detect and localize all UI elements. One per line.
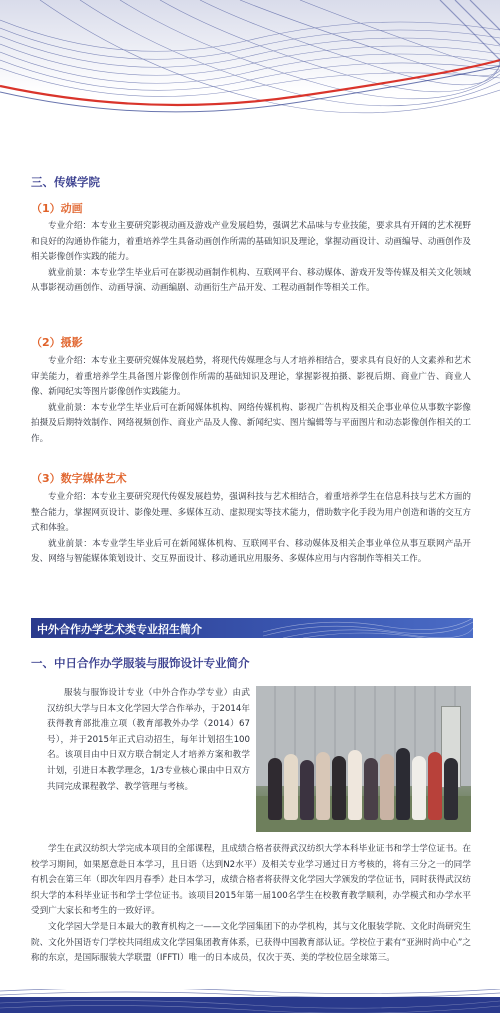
photography-intro-paragraph: 专业介绍：本专业主要研究媒体发展趋势，将现代传媒理念与人才培养相结合，要求具有良好的人文素养和艺术审美能力，着重培养学生具备图片影像创作所需的基础知识及理论，掌握影视拍摄、影视后期、商业广告、商业人像、新闻纪实等图片影像创作实践能力。	[31, 356, 471, 398]
photo-person	[348, 750, 362, 820]
photo-person	[380, 754, 394, 820]
photo-person	[444, 758, 458, 820]
group-photo	[256, 686, 471, 832]
photo-person	[428, 752, 442, 820]
subsection-title-digital-media: （3）数字媒体艺术	[31, 472, 127, 485]
header-graphic	[0, 0, 500, 148]
coop-detail-text	[31, 842, 471, 967]
animation-description	[31, 219, 471, 297]
section-title: 三、传媒学院	[31, 175, 100, 189]
coop-intro-paragraph: 服装与服饰设计专业（中外合作办学专业）由武汉纺织大学与日本文化学园大学合作举办，于2014年获得教育部批准立项（教育部教外办学（2014）67号），并于2015年正式启动招生，每年计划招生100名。该项目由中日双方联合制定人才培养方案和教学计划，引进日本教学理念，1/3专业核心课由中日双方共同完成课程教学、教学管理与考核。	[47, 688, 250, 792]
photo-person	[412, 756, 426, 820]
footer-graphic	[0, 989, 500, 1013]
subsection-title-animation: （1）动画	[31, 202, 83, 215]
animation-intro-paragraph: 专业介绍：本专业主要研究影视动画及游戏产业发展趋势，强调艺术品味与专业技能，要求具有开阔的艺术视野和良好的沟通协作能力，着重培养学生具备动画创作所需的基础知识及理论，掌握动画设计、动画编导、动画创作及相关影像创作实践的能力。	[31, 221, 471, 263]
coop-intro-text	[47, 686, 250, 795]
photography-career-paragraph: 就业前景：本专业学生毕业后可在新闻媒体机构、网络传媒机构、影视广告机构及相关企事业单位从事数字影像拍摄及后期特效制作、网络视频创作、商业产品及人像、新闻纪实、图片编辑等与平面图片和动态影像创作相关的工作。	[31, 402, 471, 444]
coop-study-paragraph: 学生在武汉纺织大学完成本项目的全部课程，且成绩合格者获得武汉纺织大学本科毕业证书和学士学位证书。在校学习期间，如果愿意赴日本学习，且日语（达到N2水平）及相关专业学习通过日方考核的，将有三分之一的同学有机会在第三年（即次年四月春季）赴日本学习，成绩合格者将获得文化学园大学颁发的学位证书，同时获得武汉纺织大学的本科毕业证书和学士学位证书。该项目2015年第一届100名学生在校教育教学顺利，办学模式和办学水平受到广大家长和考生的一致好评。	[31, 844, 471, 917]
digital-media-description	[31, 490, 471, 568]
banner-title: 中外合作办学艺术类专业招生简介	[37, 623, 202, 636]
photography-description	[31, 354, 471, 448]
animation-career-paragraph: 就业前景：本专业学生毕业后可在影视动画制作机构、互联网平台、移动媒体、游戏开发等传媒及相关文化领域从事影视动画创作、动画导演、动画编剧、动画衍生产品开发、工程动画制作等相关工作。	[31, 267, 471, 294]
digital-media-career-paragraph: 就业前景：本专业学生毕业后可在新闻媒体机构、互联网平台、移动媒体及相关企事业单位从事互联网产品开发、网络与智能媒体策划设计、交互界面设计、移动通讯应用服务、多媒体应用与内容制作等相关工作。	[31, 538, 471, 565]
photo-person	[268, 758, 282, 820]
footer-wave-pattern	[0, 989, 500, 1013]
digital-media-intro-paragraph: 专业介绍：本专业主要研究现代传媒发展趋势，强调科技与艺术相结合，着重培养学生在信息科技与艺术方面的整合能力，掌握网页设计、影像处理、多媒体互动、虚拟现实等技术能力，借助数字化手段为用户创造和谐的交互方式和体验。	[31, 492, 471, 534]
cooperation-banner	[31, 618, 473, 638]
banner-wave-pattern	[263, 618, 473, 638]
cooperation-section-title: 一、中日合作办学服装与服饰设计专业简介	[31, 656, 250, 670]
subsection-title-photography: （2）摄影	[31, 336, 83, 349]
photo-person	[364, 758, 378, 820]
photo-person	[284, 754, 298, 820]
photo-person	[316, 752, 330, 820]
photo-person	[332, 756, 346, 820]
photo-person	[396, 748, 410, 820]
wave-pattern-graphic	[0, 0, 500, 148]
photo-person	[300, 760, 314, 820]
coop-university-paragraph: 文化学园大学是日本最大的教育机构之一——文化学园集团下的办学机构，其与文化服装学院、文化时尚研究生院、文化外国语专门学校共同组成文化学园集团教育体系，已获得中国教育部认证。学校位于素有“亚洲时尚中心”之称的东京，是国际服装大学联盟（IFFTI）唯一的日本成员，仅次于英、美的学校位居全球第三。	[31, 921, 471, 964]
